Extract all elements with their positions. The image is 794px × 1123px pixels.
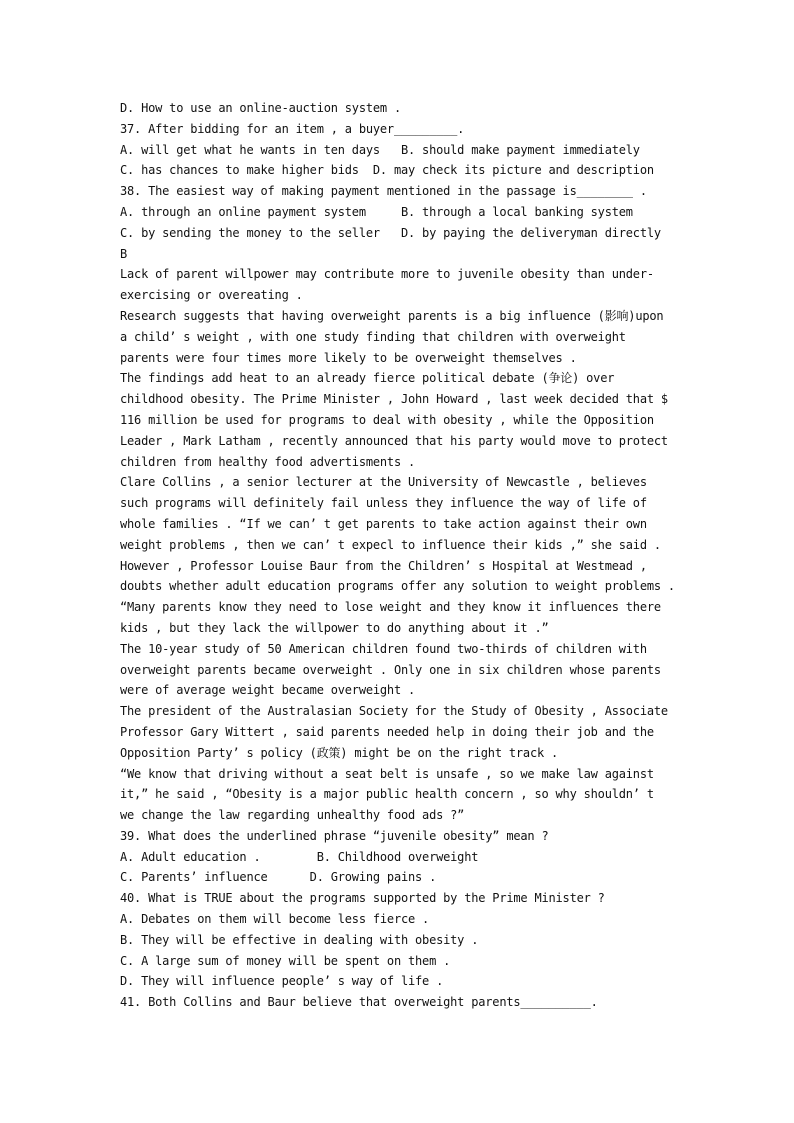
text-line: However , Professor Louise Baur from the Children’ s Hospital at Westmead , [120, 558, 647, 573]
text-line: D. They will influence people’ s way of life . [120, 974, 444, 989]
text-line: Lack of parent willpower may contribute more to juvenile obesity than under- [120, 267, 654, 282]
text-line: it,” he said , “Obesity is a major public health concern , so why shouldn’ t [120, 787, 654, 802]
text-line: D. How to use an online-auction system . [120, 101, 401, 115]
text-line: B. They will be effective in dealing with obesity . [120, 932, 479, 947]
text-line: 39. What does the underlined phrase “juvenile obesity” mean ? [120, 828, 549, 843]
text-line: a child’ s weight , with one study finding that children with overweight [120, 329, 626, 344]
text-line: Opposition Party’ s policy (政策) might be on the right track . [120, 745, 559, 760]
text-line: overweight parents became overweight . Only one in six children whose parents [120, 662, 661, 677]
text-line: B [120, 246, 128, 261]
text-line: A. will get what he wants in ten days B. should make payment immediately [120, 142, 640, 157]
text-line: children from healthy food advertisments . [120, 454, 416, 469]
text-line: C. A large sum of money will be spent on them . [120, 953, 451, 968]
text-line: C. has chances to make higher bids D. may check its picture and description [120, 163, 654, 178]
text-line: 37. After bidding for an item , a buyer_________. [120, 121, 465, 136]
text-line: whole families . “If we can’ t get parents to take action against their own [120, 516, 647, 531]
text-line: “Many parents know they need to lose weight and they know it influences there [120, 600, 661, 615]
text-line: such programs will definitely fail unless they influence the way of life of [120, 496, 647, 511]
text-line: we change the law regarding unhealthy food ads ?” [120, 808, 465, 823]
text-line: C. Parents’ influence D. Growing pains . [120, 870, 437, 885]
text-line: Leader , Mark Latham , recently announced that his party would move to protect [120, 433, 668, 448]
text-line: were of average weight became overweight . [120, 683, 416, 698]
text-line: 38. The easiest way of making payment mentioned in the passage is________ . [120, 184, 647, 199]
text-line: 40. What is TRUE about the programs supported by the Prime Minister ? [120, 891, 605, 906]
text-line: 116 million be used for programs to deal with obesity , while the Opposition [120, 412, 654, 427]
text-line: exercising or overeating . [120, 288, 303, 303]
text-line: 41. Both Collins and Baur believe that overweight parents__________. [120, 995, 598, 1010]
text-line: The findings add heat to an already fierce political debate (争论) over [120, 371, 615, 386]
text-line: A. Debates on them will become less fierce . [120, 912, 430, 927]
text-line: doubts whether adult education programs offer any solution to weight problems . [120, 579, 675, 594]
text-line: A. Adult education . B. Childhood overweight [120, 849, 479, 864]
text-line: The 10-year study of 50 American children found two-thirds of children with [120, 641, 647, 656]
text-line: “We know that driving without a seat belt is unsafe , so we make law against [120, 766, 654, 781]
text-line: parents were four times more likely to be overweight themselves . [120, 350, 577, 365]
text-line: weight problems , then we can’ t expecl to influence their kids ,” she said . [120, 537, 661, 552]
text-line: C. by sending the money to the seller D. by paying the deliveryman directly [120, 225, 661, 240]
text-line: Professor Gary Wittert , said parents needed help in doing their job and the [120, 724, 654, 739]
text-line: A. through an online payment system B. through a local banking system [120, 204, 633, 219]
text-line: Research suggests that having overweight parents is a big influence (影响)upon [120, 308, 664, 323]
text-line: kids , but they lack the willpower to do anything about it .” [120, 620, 549, 635]
document-text-body [120, 98, 680, 1013]
text-line: The president of the Australasian Society for the Study of Obesity , Associate [120, 704, 668, 719]
text-line: Clare Collins , a senior lecturer at the University of Newcastle , believes [120, 475, 647, 490]
text-line: childhood obesity. The Prime Minister , John Howard , last week decided that $ [120, 392, 668, 407]
